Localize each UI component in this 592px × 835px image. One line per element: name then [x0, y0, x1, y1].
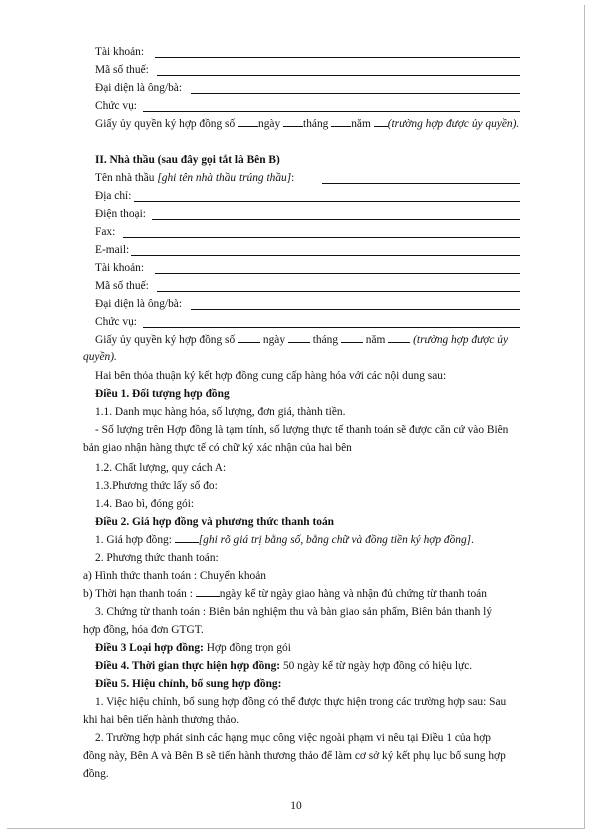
payment-term-line: b) Thời hạn thanh toán : ngày kể từ ngày giao hàng và nhận đủ chứng từ thanh toán — [83, 588, 487, 600]
fill-line — [157, 75, 520, 76]
field-label-tax-code: Mã số thuế: — [95, 64, 149, 76]
article-5-line: 2. Trường hợp phát sinh các hạng mục công việc ngoài phạm vi nêu tại Điều 1 của hợp — [95, 732, 491, 744]
authorization-line: Giấy ủy quyền ký hợp đồng số ngày tháng năm (trường hợp được ủy — [95, 334, 509, 346]
authorization-line: Giấy ủy quyền ký hợp đồng số ngày tháng năm (trường hợp được ủy quyền). — [95, 118, 520, 130]
field-label-email: E-mail: — [95, 244, 130, 256]
article-1-line: 1.1. Danh mục hàng hóa, số lượng, đơn giá, thành tiền. — [95, 406, 346, 418]
article-1-heading: Điều 1. Đối tượng hợp đồng — [95, 388, 230, 400]
field-label-account: Tài khoản: — [95, 262, 145, 274]
article-1-line: 1.2. Chất lượng, quy cách A: — [95, 462, 227, 474]
article-1-line: 1.4. Bao bì, đóng gói: — [95, 498, 195, 510]
section-heading: II. Nhà thầu (sau đây gọi tắt là Bên B) — [95, 154, 280, 166]
field-label-tax-code: Mã số thuế: — [95, 280, 149, 292]
article-1-line: - Số lượng trên Hợp đồng là tạm tính, số lượng thực tế thanh toán sẽ được căn cứ vào Biên — [95, 424, 509, 436]
field-label-position: Chức vụ: — [95, 100, 137, 112]
fill-line — [152, 219, 520, 220]
article-2-line: hợp đồng, hóa đơn GTGT. — [83, 624, 204, 636]
field-label-position: Chức vụ: — [95, 316, 137, 328]
article-3-line: Điều 3 Loại hợp đồng: Hợp đồng trọn gói — [95, 642, 291, 654]
fill-line — [155, 57, 520, 58]
article-5-line: đồng này, Bên A và Bên B sẽ tiến hành thương thảo để làm cơ sở ký kết phụ lục bổ sung hợp — [83, 750, 506, 762]
article-2-line: 3. Chứng từ thanh toán : Biên bản nghiệm thu và bàn giao sản phẩm, Biên bản thanh lý — [95, 606, 493, 618]
field-label-representative: Đại diện là ông/bà: — [95, 298, 182, 310]
article-1-line: bản giao nhận hàng thực tế có chữ ký xác nhận của hai bên — [83, 442, 352, 454]
article-1-line: 1.3.Phương thức lấy số đo: — [95, 480, 218, 492]
field-label-address: Địa chỉ: — [95, 190, 132, 202]
fill-line — [191, 93, 520, 94]
article-5-line: 1. Việc hiệu chỉnh, bổ sung hợp đồng có thể được thực hiện trong các trường hợp sau: Sau — [95, 696, 507, 708]
fill-line — [143, 111, 520, 112]
fill-line — [155, 273, 520, 274]
article-4-line: Điều 4. Thời gian thực hiện hợp đồng: 50 ngày kể từ ngày hợp đồng có hiệu lực. — [95, 660, 473, 672]
authorization-note-cont: quyền). — [83, 351, 117, 363]
fill-line — [123, 237, 520, 238]
field-label-representative: Đại diện là ông/bà: — [95, 82, 182, 94]
field-label-fax: Fax: — [95, 226, 116, 238]
field-label-phone: Điện thoại: — [95, 208, 146, 220]
article-5-heading: Điều 5. Hiệu chỉnh, bổ sung hợp đồng: — [95, 678, 282, 690]
fill-line — [191, 309, 520, 310]
contract-price-line: 1. Giá hợp đồng: [ghi rõ giá trị bằng số, bằng chữ và đồng tiền ký hợp đồng]. — [95, 534, 474, 546]
article-5-line: khi hai bên tiến hành thương thảo. — [83, 714, 240, 726]
field-label-account: Tài khoản: — [95, 46, 145, 58]
article-2-line: a) Hình thức thanh toán : Chuyển khoản — [83, 570, 267, 582]
agreement-intro: Hai bên thỏa thuận ký kết hợp đồng cung cấp hàng hóa với các nội dung sau: — [95, 370, 447, 382]
fill-line — [143, 327, 520, 328]
fill-line — [322, 183, 520, 184]
article-2-heading: Điều 2. Giá hợp đồng và phương thức thanh toán — [95, 516, 334, 528]
contractor-name-label: Tên nhà thầu [ghi tên nhà thầu trúng thầu]: — [95, 172, 295, 184]
fill-line — [131, 255, 520, 256]
fill-line — [134, 201, 520, 202]
article-5-line: đồng. — [83, 768, 109, 780]
page-number: 10 — [290, 800, 302, 812]
article-2-line: 2. Phương thức thanh toán: — [95, 552, 219, 564]
fill-line — [157, 291, 520, 292]
